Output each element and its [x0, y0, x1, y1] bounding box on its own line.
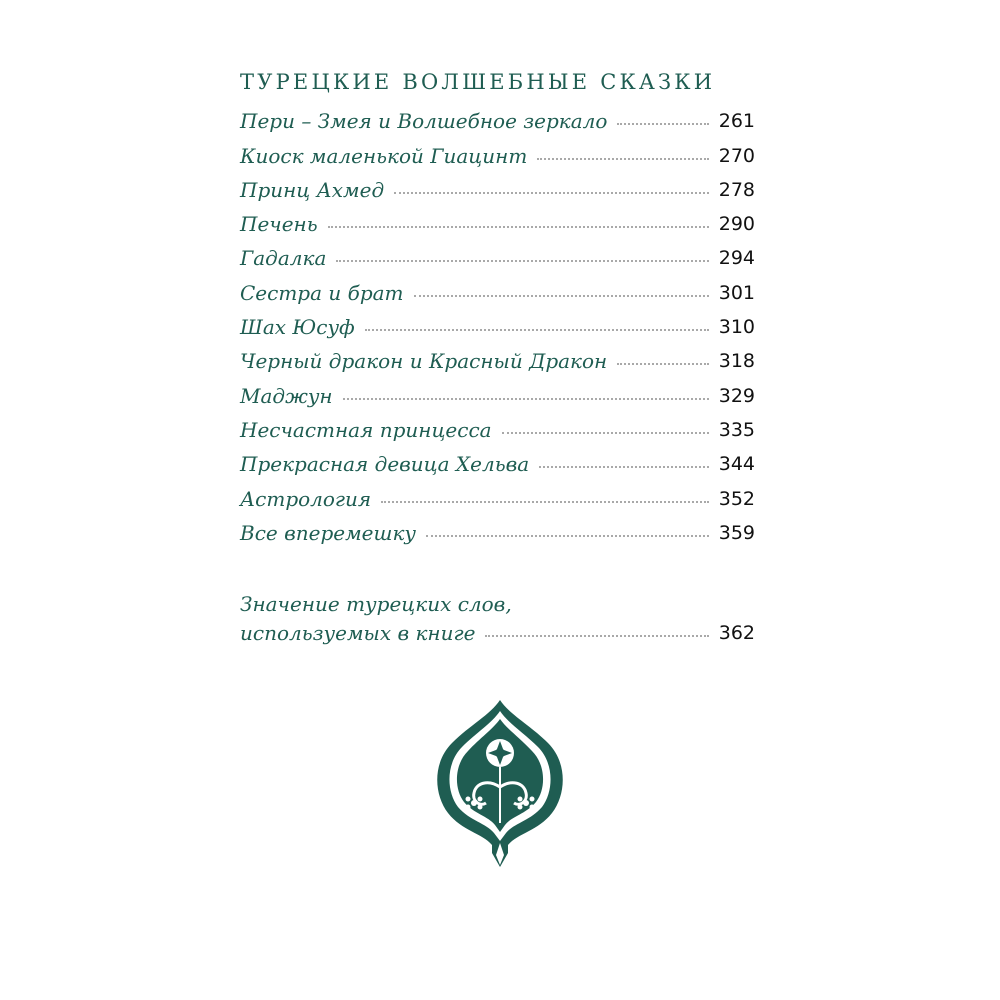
appendix-page: 362	[718, 621, 755, 644]
toc-list	[240, 100, 755, 546]
toc-entry[interactable]	[240, 203, 755, 237]
toc-entry-title: Черный дракон и Красный Дракон	[240, 349, 608, 374]
toc-entry-page: 294	[718, 247, 755, 270]
toc-entry-page: 278	[718, 178, 755, 201]
toc-entry[interactable]	[240, 237, 755, 271]
leader-dots	[617, 123, 709, 125]
appendix-row	[240, 618, 755, 646]
toc-entry[interactable]	[240, 100, 755, 134]
toc-entry-title: Шах Юсуф	[240, 315, 355, 340]
toc-entry-page: 359	[718, 521, 755, 544]
section-title: ТУРЕЦКИЕ ВОЛШЕБНЫЕ СКАЗКИ	[240, 70, 716, 94]
leader-dots	[394, 192, 709, 194]
appendix-entry[interactable]	[240, 590, 755, 646]
toc-entry-title: Печень	[240, 212, 318, 237]
toc-entry[interactable]	[240, 443, 755, 477]
toc-entry-title: Принц Ахмед	[240, 177, 385, 202]
toc-entry-title: Маджун	[240, 383, 333, 408]
spade-floral-ornament-icon	[430, 695, 570, 870]
toc-entry-page: 329	[718, 384, 755, 407]
appendix-title-line1: Значение турецких слов,	[240, 591, 512, 616]
toc-entry-page: 310	[718, 316, 755, 339]
toc-entry[interactable]	[240, 512, 755, 546]
toc-entry-title: Несчастная принцесса	[240, 417, 492, 442]
toc-entry-title: Прекрасная девица Хельва	[240, 452, 530, 477]
toc-entry[interactable]	[240, 374, 755, 408]
toc-entry[interactable]	[240, 340, 755, 374]
toc-entry-page: 318	[718, 350, 755, 373]
leader-dots	[537, 158, 709, 160]
toc-entry-page: 290	[718, 213, 755, 236]
appendix-title-line2: используемых в книге	[240, 620, 476, 645]
table-of-contents	[240, 70, 755, 646]
toc-entry-title: Киоск маленькой Гиацинт	[240, 143, 528, 168]
leader-dots	[343, 398, 709, 400]
toc-entry-title: Пери – Змея и Волшебное зеркало	[240, 109, 608, 134]
toc-entry[interactable]	[240, 169, 755, 203]
leader-dots	[485, 635, 709, 637]
toc-entry[interactable]	[240, 409, 755, 443]
toc-entry[interactable]	[240, 477, 755, 511]
toc-entry-page: 352	[718, 487, 755, 510]
toc-entry-page: 344	[718, 453, 755, 476]
leader-dots	[381, 501, 709, 503]
toc-entry-page: 335	[718, 418, 755, 441]
toc-entry[interactable]	[240, 271, 755, 305]
toc-entry-title: Гадалка	[240, 246, 327, 271]
toc-entry-title: Все вперемешку	[240, 520, 416, 545]
toc-entry-page: 301	[718, 281, 755, 304]
leader-dots	[617, 363, 709, 365]
leader-dots	[414, 295, 709, 297]
toc-entry[interactable]	[240, 306, 755, 340]
toc-entry-page: 270	[718, 144, 755, 167]
toc-entry[interactable]	[240, 134, 755, 168]
toc-entry-title: Астрология	[240, 486, 372, 511]
leader-dots	[539, 466, 709, 468]
leader-dots	[426, 535, 709, 537]
leader-dots	[502, 432, 709, 434]
leader-dots	[365, 329, 709, 331]
leader-dots	[336, 260, 709, 262]
leader-dots	[328, 226, 709, 228]
toc-entry-title: Сестра и брат	[240, 280, 404, 305]
toc-entry-page: 261	[718, 110, 755, 133]
